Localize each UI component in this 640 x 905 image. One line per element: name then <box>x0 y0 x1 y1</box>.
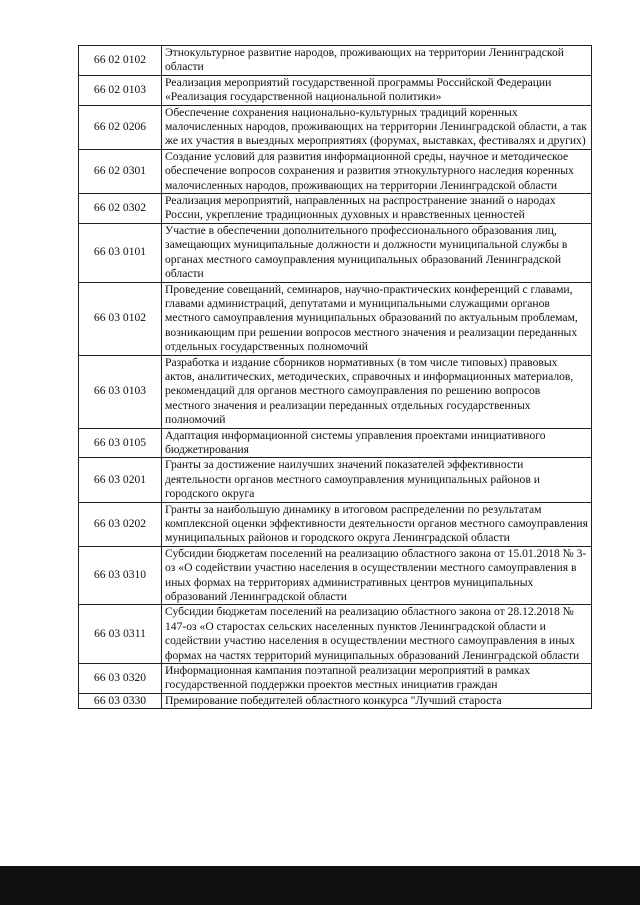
description-cell: Субсидии бюджетам поселений на реализацию областного закона от 28.12.2018 № 147-оз «О старостах сельских населенных пунктов Ленинградской области и содействии участию населения в осуществлении местного самоуправления в иных формах на частях территорий муниципальных образований Ленинградской области <box>162 605 592 664</box>
description-cell: Проведение совещаний, семинаров, научно-практических конференций с главами, главами администраций, депутатами и муниципальными служащими органов местного самоуправления муниципальных образований по актуальным проблемам, возникающим при решении вопросов местного значения и реализации переданных отдельных государственных полномочий <box>162 282 592 355</box>
description-cell: Создание условий для развития информационной среды, научное и методическое обеспечение вопросов сохранения и развития этнокультурного наследия коренных малочисленных народов, проживающих на территории Ленинградской области <box>162 149 592 193</box>
description-cell: Информационная кампания поэтапной реализации мероприятий в рамках государственной поддержки проектов местных инициатив граждан <box>162 664 592 694</box>
description-cell: Реализация мероприятий, направленных на распространение знаний о народах России, укрепление традиционных духовных и нравственных ценностей <box>162 194 592 224</box>
table-row <box>79 355 592 428</box>
budget-code-cell: 66 03 0201 <box>79 458 162 502</box>
budget-code-cell: 66 03 0202 <box>79 502 162 546</box>
description-cell: Субсидии бюджетам поселений на реализацию областного закона от 15.01.2018 № 3-оз «О содействии участию населения в осуществлении местного самоуправления в иных формах на территориях административных центров муниципальных образований Ленинградской области <box>162 546 592 605</box>
description-cell: Участие в обеспечении дополнительного профессионального образования лиц, замещающих муниципальные должности и должности муниципальной службы в органах местного самоуправления муниципальных образований Ленинградской области <box>162 223 592 282</box>
scan-bottom-edge <box>0 866 640 905</box>
description-cell: Этнокультурное развитие народов, проживающих на территории Ленинградской области <box>162 46 592 76</box>
table-row <box>79 605 592 664</box>
budget-code-cell: 66 03 0101 <box>79 223 162 282</box>
budget-code-cell: 66 02 0103 <box>79 75 162 105</box>
budget-code-cell: 66 02 0102 <box>79 46 162 76</box>
description-cell: Обеспечение сохранения национально-культурных традиций коренных малочисленных народов, проживающих на территории Ленинградской области, а так же их участия в выездных мероприятиях (форумах, выставках, фестивалях и других) <box>162 105 592 149</box>
budget-code-cell: 66 03 0330 <box>79 693 162 708</box>
budget-code-table <box>78 45 592 709</box>
table-row <box>79 223 592 282</box>
table-row <box>79 75 592 105</box>
description-cell: Премирование победителей областного конкурса "Лучший староста <box>162 693 592 708</box>
budget-code-cell: 66 03 0311 <box>79 605 162 664</box>
budget-code-cell: 66 02 0206 <box>79 105 162 149</box>
table-row <box>79 428 592 458</box>
description-cell: Адаптация информационной системы управления проектами инициативного бюджетирования <box>162 428 592 458</box>
table-row <box>79 664 592 694</box>
table-row <box>79 149 592 193</box>
table-body <box>79 46 592 709</box>
budget-code-cell: 66 03 0103 <box>79 355 162 428</box>
description-cell: Реализация мероприятий государственной программы Российской Федерации «Реализация государственной национальной политики» <box>162 75 592 105</box>
table-row <box>79 105 592 149</box>
budget-code-cell: 66 03 0310 <box>79 546 162 605</box>
budget-code-cell: 66 03 0320 <box>79 664 162 694</box>
table-row <box>79 693 592 708</box>
budget-code-cell: 66 02 0301 <box>79 149 162 193</box>
description-cell: Разработка и издание сборников нормативных (в том числе типовых) правовых актов, аналитических, методических, справочных и информационных материалов, рекомендаций для органов местного самоуправления по решению вопросов местного значения и реализации переданных отдельных государственных полномочий <box>162 355 592 428</box>
table-row <box>79 46 592 76</box>
budget-code-cell: 66 03 0102 <box>79 282 162 355</box>
table-row <box>79 282 592 355</box>
description-cell: Гранты за наибольшую динамику в итоговом распределении по результатам комплексной оценки эффективности деятельности органов местного самоуправления муниципальных районов и городского округа Ленинградской области <box>162 502 592 546</box>
table-row <box>79 194 592 224</box>
budget-code-cell: 66 02 0302 <box>79 194 162 224</box>
table-row <box>79 458 592 502</box>
table-row <box>79 546 592 605</box>
description-cell: Гранты за достижение наилучших значений показателей эффективности деятельности органов местного самоуправления муниципальных районов и городского округа <box>162 458 592 502</box>
budget-code-cell: 66 03 0105 <box>79 428 162 458</box>
table-row <box>79 502 592 546</box>
